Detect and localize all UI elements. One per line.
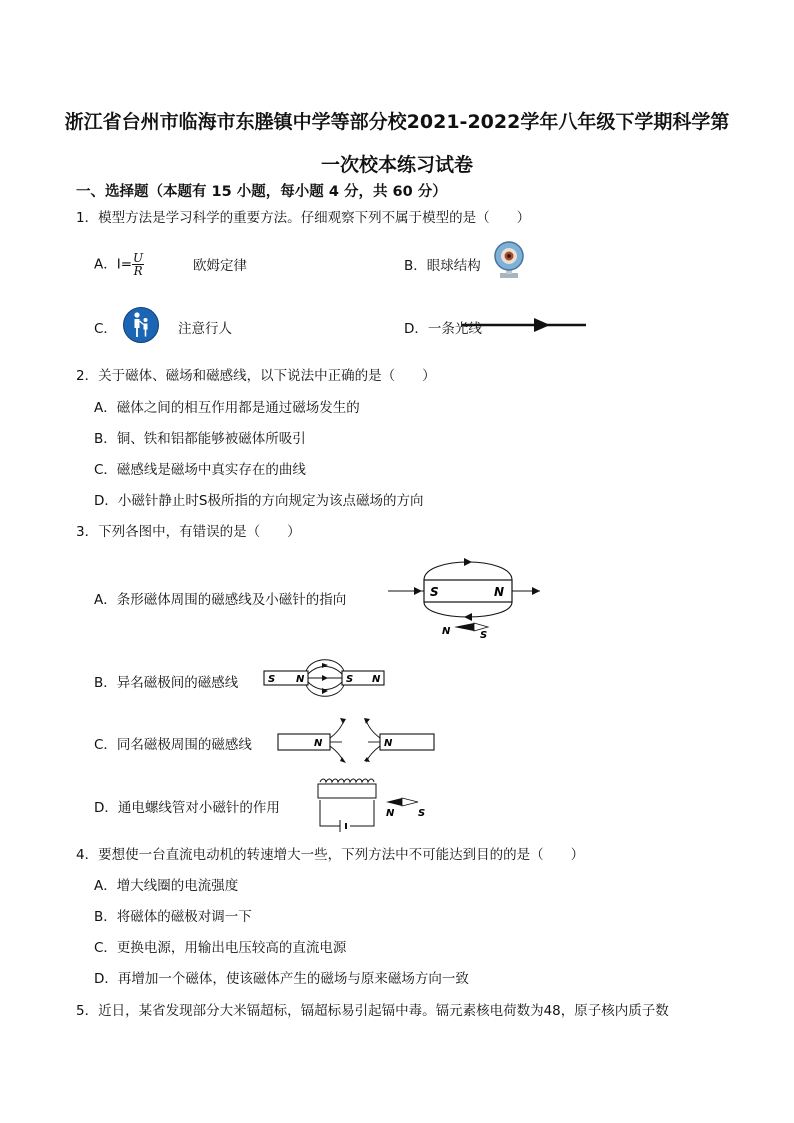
ohm-fraction: [132, 252, 144, 277]
question-4-option-c: C．更换电源，用输出电压较高的直流电源: [94, 940, 347, 956]
magnet1-pole-n: N: [314, 738, 323, 749]
question-3-option-c: C．同名磁极周围的磁感线: [94, 737, 252, 753]
needle-pole-n: N: [442, 626, 451, 637]
question-3-option-d: D．通电螺线管对小磁针的作用: [94, 800, 280, 816]
question-1-stem: 1．模型方法是学习科学的重要方法。仔细观察下列不属于模型的是（ ）: [76, 210, 531, 226]
question-1-option-a: [94, 252, 144, 277]
question-4-stem: 4．要想使一台直流电动机的转速增大一些，下列方法中不可能达到目的的是（ ）: [76, 847, 585, 863]
question-1-option-c: 注意行人: [178, 321, 232, 337]
needle-pole-s: S: [480, 630, 488, 640]
question-2-option-a: A．磁体之间的相互作用都是通过磁场发生的: [94, 400, 360, 416]
question-2-stem: 2．关于磁体、磁场和磁感线，以下说法中正确的是（ ）: [76, 368, 436, 384]
question-1-option-b: B．眼球结构: [404, 258, 481, 274]
question-2-option-b: B．铜、铁和铝都能够被磁体所吸引: [94, 431, 306, 447]
option-a-prefix: A．I=: [94, 256, 133, 273]
question-3-stem: 3．下列各图中，有错误的是（ ）: [76, 524, 301, 540]
question-3-option-b: B．异名磁极间的磁感线: [94, 675, 239, 691]
exam-title-line-1: 浙江省台州市临海市东塍镇中学等部分校2021-2022学年八年级下学期科学第: [64, 111, 730, 133]
fraction-numerator: U: [133, 251, 144, 265]
question-5-stem: 5．近日，某省发现部分大米镉超标，镉超标易引起镉中毒。镉元素核电荷数为48，原子核内质子数: [76, 1003, 669, 1019]
magnet1-pole-n: N: [296, 674, 305, 685]
question-1-option-c-prefix: C．: [94, 321, 117, 337]
option-a-label: 欧姆定律: [193, 258, 247, 274]
needle-pole-s: S: [418, 808, 426, 819]
magnet2-pole-n: N: [372, 674, 381, 685]
question-4-option-b: B．将磁体的磁极对调一下: [94, 909, 252, 925]
magnet1-pole-s: S: [268, 674, 276, 685]
question-4-option-a: A．增大线圈的电流强度: [94, 878, 239, 894]
opposite-poles-field-diagram: [262, 652, 388, 702]
pedestrian-sign-icon: [122, 306, 160, 344]
light-ray-arrow-icon: [462, 316, 588, 334]
question-2-option-d: D．小磁针静止时S极所指的方向规定为该点磁场的方向: [94, 493, 424, 509]
section-heading: 一、选择题（本题有 15 小题，每小题 4 分，共 60 分）: [76, 184, 447, 200]
magnet-pole-s: S: [430, 585, 439, 599]
solenoid-needle-diagram: [310, 776, 442, 832]
magnet-pole-n: N: [494, 585, 505, 599]
like-poles-field-diagram: [276, 716, 436, 764]
magnet2-pole-s: S: [346, 674, 354, 685]
magnet2-pole-n: N: [384, 738, 393, 749]
question-4-option-d: D．再增加一个磁体，使该磁体产生的磁场与原来磁场方向一致: [94, 971, 469, 987]
question-2-option-c: C．磁感线是磁场中真实存在的曲线: [94, 462, 306, 478]
exam-title-line-2: 一次校本练习试卷: [320, 154, 473, 176]
fraction-denominator: R: [133, 264, 143, 278]
needle-pole-n: N: [386, 808, 395, 819]
bar-magnet-field-diagram: [384, 556, 544, 640]
question-1-option-d: D．一条光线: [404, 321, 482, 337]
eyeball-model-icon: [490, 240, 528, 282]
question-3-option-a: A．条形磁体周围的磁感线及小磁针的指向: [94, 592, 347, 608]
